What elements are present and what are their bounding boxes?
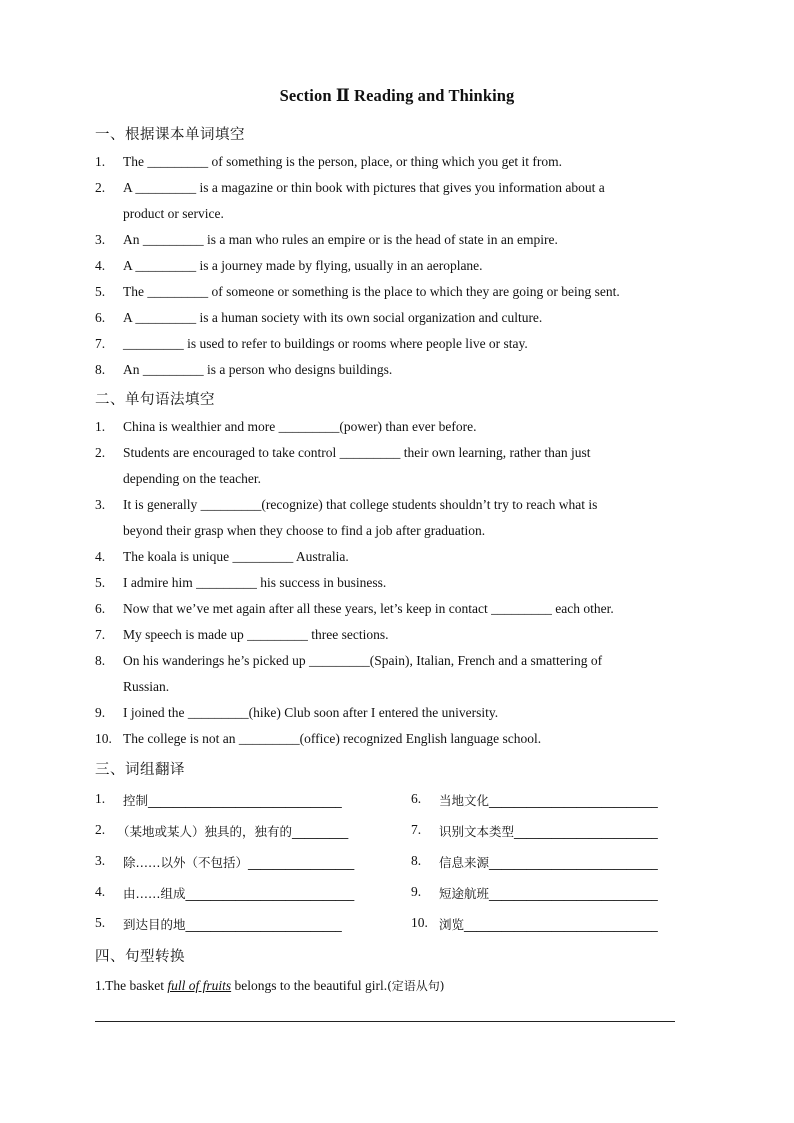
- item-text: The _________ of someone or something is the place to which they are going or being sent.: [123, 284, 620, 299]
- item-text-continued: product or service.: [123, 206, 224, 221]
- item-text: The koala is unique _________ Australia.: [123, 549, 349, 564]
- phrase-text: 浏览_______________________________: [439, 917, 658, 932]
- item-number: 10.: [95, 731, 112, 746]
- item-number: 2.: [95, 445, 106, 460]
- item-text: An _________ is a person who designs buildings.: [123, 362, 393, 377]
- sentence-end: belongs to the beautiful girl.: [231, 978, 388, 993]
- item-number: 3.: [95, 232, 106, 247]
- item-number: 2.: [95, 180, 106, 195]
- item-text: I joined the _________(hike) Club soon after I entered the university.: [123, 705, 499, 720]
- item-number: 3.: [95, 853, 106, 868]
- item-number: 6.: [95, 310, 106, 325]
- section-2-heading: 二、单句语法填空: [95, 392, 215, 408]
- item-text: _________ is used to refer to buildings or rooms where people live or stay.: [123, 336, 528, 351]
- item-number: 4.: [95, 884, 106, 899]
- item-number: 2.: [95, 822, 106, 837]
- item-text: I admire him _________ his success in business.: [123, 575, 387, 590]
- item-number: 5.: [95, 915, 106, 930]
- item-number: 9.: [411, 884, 422, 899]
- phrase-text: 由……组成___________________________: [123, 886, 355, 901]
- page-title: Section Ⅱ Reading and Thinking: [279, 86, 515, 105]
- item-number: 7.: [95, 336, 106, 351]
- transform-item: [95, 973, 700, 999]
- item-number: 6.: [411, 791, 422, 806]
- item-text: The college is not an _________(office) recognized English language school.: [123, 731, 542, 746]
- section-4-heading: 四、句型转换: [95, 949, 185, 965]
- item-text-continued: beyond their grasp when they choose to find a job after graduation.: [123, 523, 486, 538]
- instruction-note: (定语从句): [387, 979, 445, 993]
- phrase-text: 除……以外（不包括）_________________: [123, 855, 355, 870]
- item-text: A _________ is a journey made by flying, usually in an aeroplane.: [123, 258, 483, 273]
- item-text: On his wanderings he’s picked up _________(Spain), Italian, French and a smattering of: [123, 653, 603, 668]
- item-text: A _________ is a human society with its own social organization and culture.: [123, 310, 543, 325]
- item-number: 5.: [95, 284, 106, 299]
- item-text: Now that we’ve met again after all these years, let’s keep in contact _________ each other.: [123, 601, 614, 616]
- item-text: A _________ is a magazine or thin book with pictures that gives you information about a: [123, 180, 605, 195]
- item-number: 7.: [95, 627, 106, 642]
- item-number: 8.: [95, 362, 106, 377]
- item-number: 7.: [411, 822, 422, 837]
- item-number: 10.: [411, 915, 428, 930]
- phrase-text: 控制_______________________________: [123, 793, 342, 808]
- phrase-text: （某地或某人）独具的，独有的_________: [117, 824, 349, 839]
- phrase-text: 到达目的地_________________________: [123, 917, 342, 932]
- item-text: Students are encouraged to take control _________ their own learning, rather than just: [123, 445, 591, 460]
- item-text: My speech is made up _________ three sections.: [123, 627, 389, 642]
- item-number: 4.: [95, 549, 106, 564]
- item-text: It is generally _________(recognize) that college students shouldn’t try to reach what is: [123, 497, 598, 512]
- item-number: 9.: [95, 705, 106, 720]
- answer-line: [95, 1021, 675, 1022]
- item-text-continued: Russian.: [123, 679, 170, 694]
- item-number: 3.: [95, 497, 106, 512]
- phrase-text: 当地文化___________________________: [439, 793, 658, 808]
- item-text: China is wealthier and more _________(power) than ever before.: [123, 419, 477, 434]
- item-number: 8.: [411, 853, 422, 868]
- item-number: 1.: [95, 978, 106, 993]
- phrase-text: 短途航班___________________________: [439, 886, 658, 901]
- item-number: 5.: [95, 575, 106, 590]
- item-number: 1.: [95, 419, 106, 434]
- item-text: An _________ is a man who rules an empire or is the head of state in an empire.: [123, 232, 558, 247]
- phrase-text: 识别文本类型_______________________: [439, 824, 658, 839]
- item-number: 1.: [95, 791, 106, 806]
- item-number: 1.: [95, 154, 106, 169]
- item-number: 8.: [95, 653, 106, 668]
- section-1-heading: 一、根据课本单词填空: [95, 127, 245, 143]
- sentence-start: The basket: [105, 978, 168, 993]
- phrase-text: 信息来源___________________________: [439, 855, 658, 870]
- item-text-continued: depending on the teacher.: [123, 471, 261, 486]
- emphasized-phrase: full of fruits: [167, 978, 232, 993]
- item-number: 6.: [95, 601, 106, 616]
- section-3-heading: 三、词组翻译: [95, 762, 185, 778]
- item-text: The _________ of something is the person, place, or thing which you get it from.: [123, 154, 563, 169]
- item-number: 4.: [95, 258, 106, 273]
